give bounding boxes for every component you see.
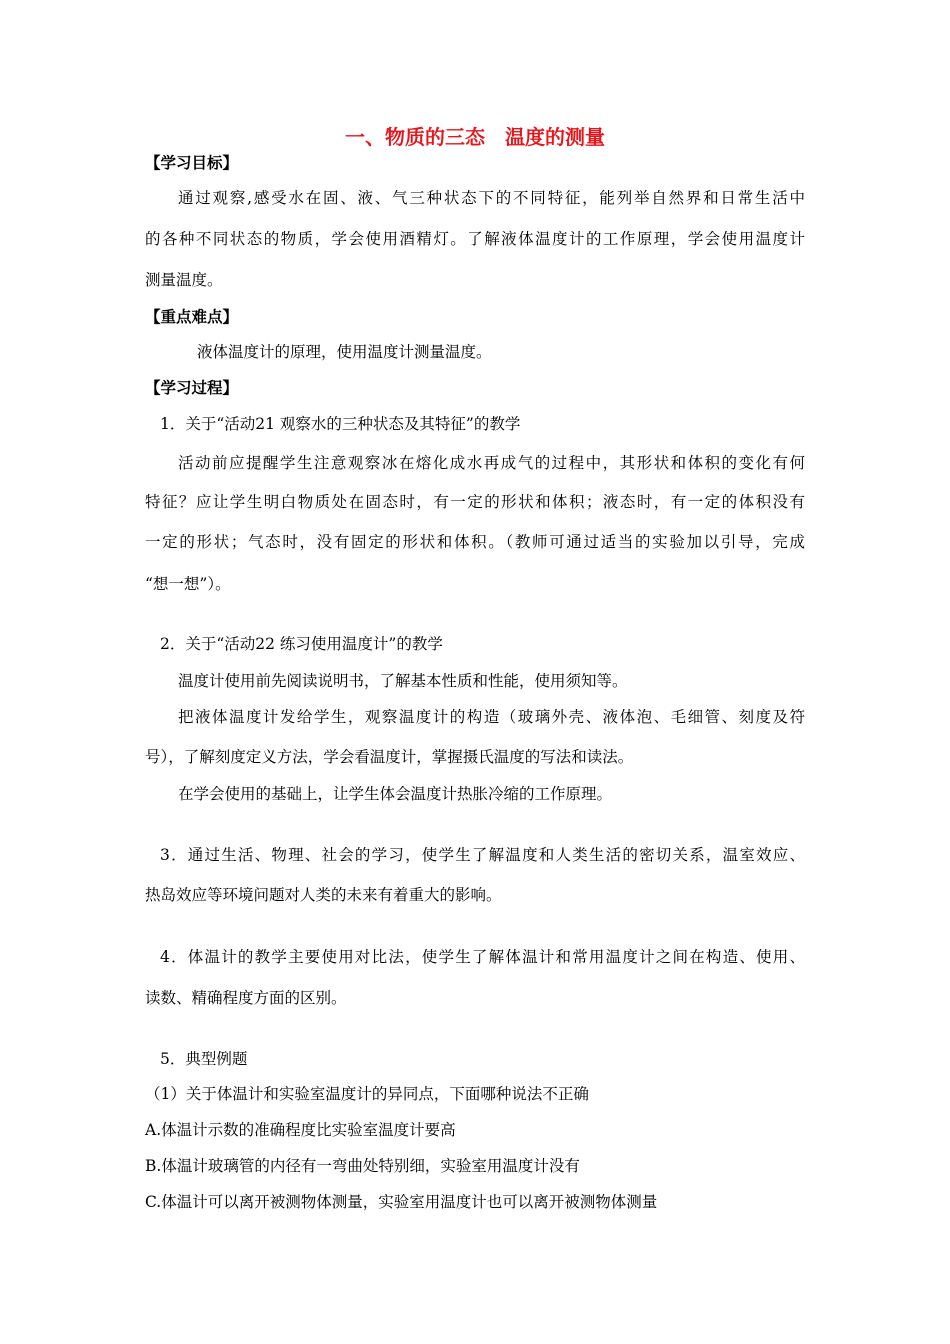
example-question: （1）关于体温计和实验室温度计的异同点，下面哪种说法不正确: [145, 1085, 589, 1103]
objectives-line-2: 的各种不同状态的物质，学会使用酒精灯。了解液体温度计的工作原理，学会使用温度计: [145, 230, 805, 248]
item4-line-2: 读数、精确程度方面的区别。: [145, 989, 347, 1007]
item1-title: 1．关于“活动21 观察水的三种状态及其特征”的教学: [160, 415, 521, 433]
objectives-line-1: 通过观察,感受水在固、液、气三种状态下的不同特征，能列举自然界和日常生活中: [178, 189, 805, 207]
key-points-line-1: 液体温度计的原理，使用温度计测量温度。: [197, 343, 492, 361]
objectives-line-3: 测量温度。: [145, 271, 223, 289]
item5-title: 5．典型例题: [160, 1050, 248, 1068]
item1-line-1: 活动前应提醒学生注意观察冰在熔化成水再成气的过程中，其形状和体积的变化有何: [178, 454, 805, 472]
item1-line-3: 一定的形状；气态时，没有固定的形状和体积。（教师可通过适当的实验加以引导，完成: [145, 533, 805, 551]
objectives-heading: 【学习目标】: [145, 154, 239, 172]
item2-title: 2．关于“活动22 练习使用温度计”的教学: [160, 635, 443, 653]
item4-line-1: 4．体温计的教学主要使用对比法，使学生了解体温计和常用温度计之间在构造、使用、: [160, 948, 805, 966]
item2-line-4: 在学会使用的基础上，让学生体会温度计热胀冷缩的工作原理。: [178, 785, 613, 803]
key-points-heading: 【重点难点】: [145, 308, 239, 326]
item2-line-2: 把液体温度计发给学生，观察温度计的构造（玻璃外壳、液体泡、毛细管、刻度及符: [178, 708, 805, 726]
item2-line-3: 号），了解刻度定义方法，学会看温度计，掌握摄氏温度的写法和读法。: [145, 748, 634, 766]
item3-line-1: 3．通过生活、物理、社会的学习，使学生了解温度和人类生活的密切关系，温室效应、: [160, 846, 805, 864]
item2-line-1: 温度计使用前先阅读说明书，了解基本性质和性能，使用须知等。: [178, 672, 628, 690]
process-heading: 【学习过程】: [145, 379, 239, 397]
option-b: B.体温计玻璃管的内径有一弯曲处特别细，实验室用温度计没有: [145, 1157, 580, 1175]
item3-line-2: 热岛效应等环境问题对人类的未来有着重大的影响。: [145, 886, 502, 904]
item1-line-2: 特征？应让学生明白物质处在固态时，有一定的形状和体积；液态时，有一定的体积没有: [145, 493, 805, 511]
item1-line-4: “想一想”）。: [145, 575, 231, 593]
page-title: 一、物质的三态 温度的测量: [345, 125, 605, 149]
option-a: A.体温计示数的准确程度比实验室温度计要高: [145, 1121, 456, 1139]
option-c: C.体温计可以离开被测物体测量，实验室用温度计也可以离开被测物体测量: [145, 1193, 658, 1211]
